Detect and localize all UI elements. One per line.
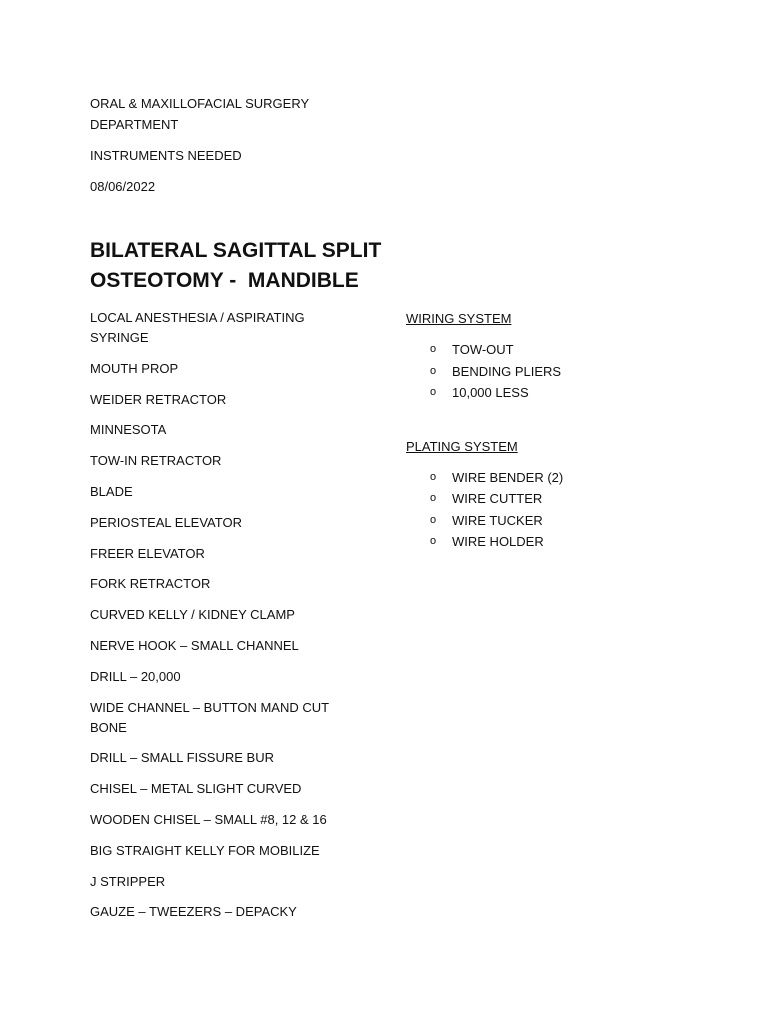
document-date: 08/06/2022 <box>90 179 156 194</box>
bullet-icon: o <box>430 535 437 547</box>
list-item: PERIOSTEAL ELEVATOR <box>90 514 242 530</box>
document-subtitle: INSTRUMENTS NEEDED <box>90 148 242 163</box>
procedure-title-line-2: OSTEOTOMY - MANDIBLE <box>90 269 359 292</box>
bullet-icon: o <box>430 386 437 398</box>
list-item: BLADE <box>90 483 133 499</box>
list-item: MINNESOTA <box>90 422 167 438</box>
plating-system-title: PLATING SYSTEM <box>406 438 518 454</box>
plating-system-list <box>406 467 686 553</box>
wiring-system-list <box>406 339 686 404</box>
list-item: LOCAL ANESTHESIA / ASPIRATING SYRINGE <box>90 310 305 345</box>
list-item: GAUZE – TWEEZERS – DEPACKY <box>90 904 297 920</box>
list-item-label: WIRE TUCKER <box>452 512 543 528</box>
list-item: CHISEL – METAL SLIGHT CURVED <box>90 781 302 797</box>
wiring-system-section <box>406 308 686 404</box>
list-item: CURVED KELLY / KIDNEY CLAMP <box>90 607 295 623</box>
list-item: WEIDER RETRACTOR <box>90 391 227 407</box>
bullet-icon: o <box>430 364 437 377</box>
list-item: BIG STRAIGHT KELLY FOR MOBILIZE <box>90 842 320 858</box>
bullet-icon: o <box>430 470 437 483</box>
list-item: FORK RETRACTOR <box>90 576 211 592</box>
department-line-2: DEPARTMENT <box>90 117 179 132</box>
wiring-system-title: WIRING SYSTEM <box>406 311 512 326</box>
list-item-label: WIRE CUTTER <box>452 491 543 506</box>
list-item <box>406 531 686 553</box>
list-item-label: 10,000 LESS <box>452 385 529 400</box>
list-item: FREER ELEVATOR <box>90 545 205 561</box>
procedure-title-line-1: BILATERAL SAGITTAL SPLIT <box>90 239 382 262</box>
list-item-label: TOW-OUT <box>452 342 514 357</box>
list-item: WOODEN CHISEL – SMALL #8, 12 & 16 <box>90 811 327 827</box>
bullet-icon: o <box>430 513 437 526</box>
instrument-list <box>90 308 365 933</box>
systems-column <box>406 308 686 553</box>
plating-system-section <box>406 436 686 553</box>
procedure-title <box>90 236 410 296</box>
list-item <box>406 382 686 404</box>
list-item: TOW-IN RETRACTOR <box>90 453 222 469</box>
list-item <box>406 339 686 361</box>
list-item-label: WIRE BENDER (2) <box>452 469 564 485</box>
list-item: WIDE CHANNEL – BUTTON MAND CUT BONE <box>90 699 329 735</box>
list-item: J STRIPPER <box>90 873 166 889</box>
list-item <box>406 467 686 489</box>
list-item-label: WIRE HOLDER <box>452 534 544 549</box>
list-item-label: BENDING PLIERS <box>452 363 562 379</box>
list-item <box>406 488 686 510</box>
department-line-1: ORAL & MAXILLOFACIAL SURGERY <box>90 96 310 111</box>
list-item <box>406 510 686 532</box>
list-item <box>406 361 686 383</box>
list-item: MOUTH PROP <box>90 360 179 376</box>
list-item: DRILL – 20,000 <box>90 668 181 684</box>
list-item: DRILL – SMALL FISSURE BUR <box>90 750 274 766</box>
list-item: NERVE HOOK – SMALL CHANNEL <box>90 637 299 653</box>
department-name <box>90 93 350 135</box>
bullet-icon: o <box>430 343 437 355</box>
document-header <box>90 93 350 207</box>
bullet-icon: o <box>430 492 437 504</box>
